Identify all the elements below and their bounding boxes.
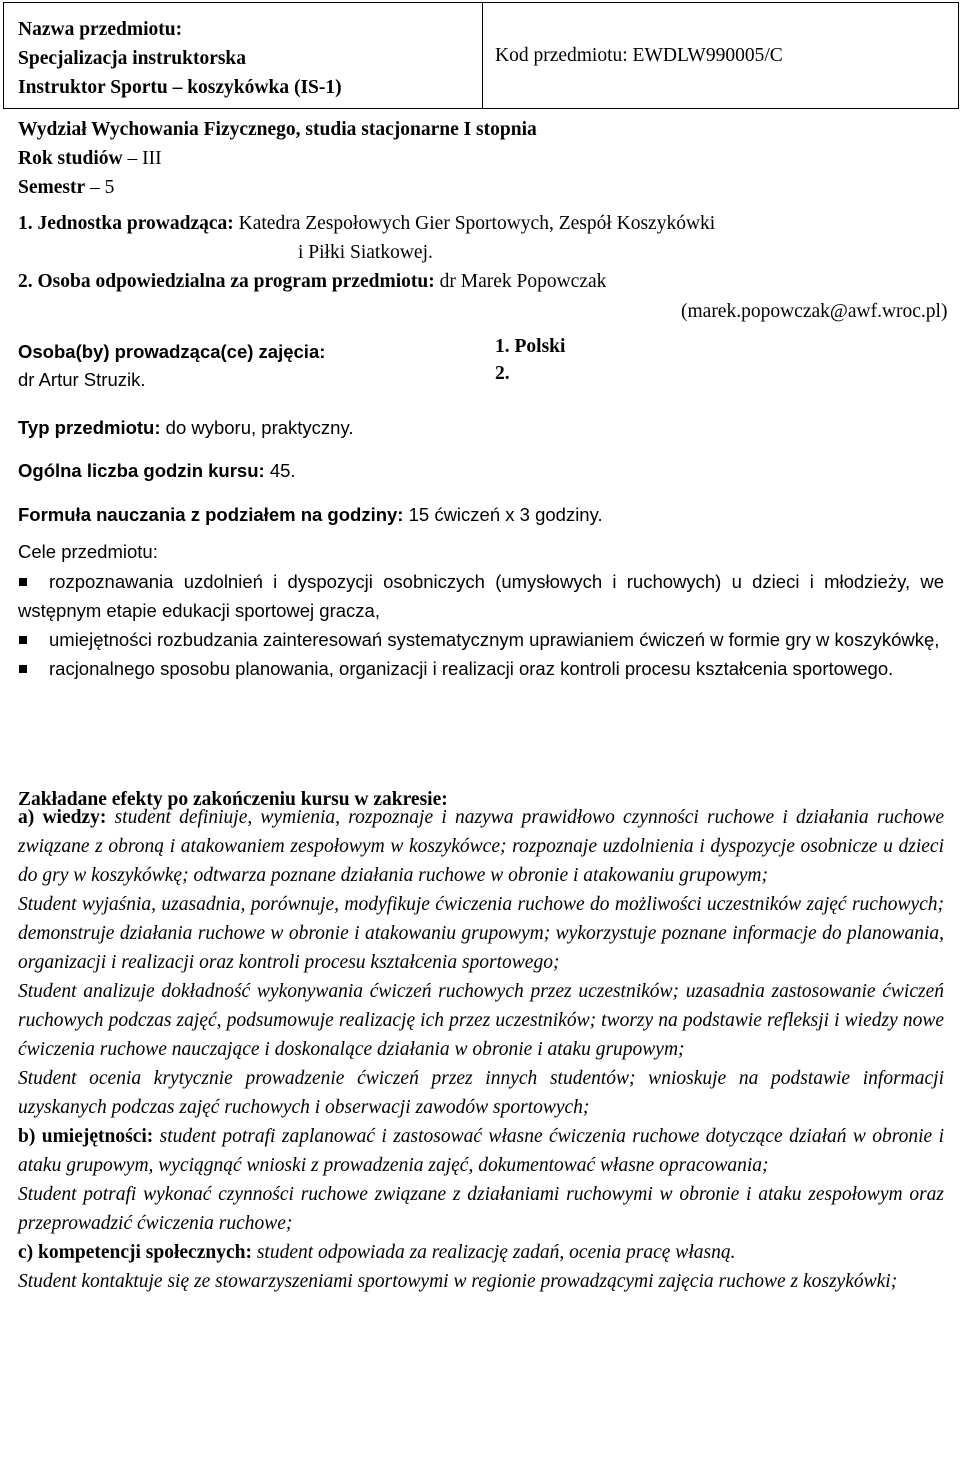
teaching-unit-value: Katedra Zespołowych Gier Sportowych, Zespół Koszykówki	[238, 213, 716, 234]
effects-paragraph-2: Student analizuje dokładność wykonywania ćwiczeń ruchowych przez uczestników; uzasadnia zastosowanie ćwiczeń ruchowych podczas zajęć, podsumowuje realizację ich przez uczestników; tworzy na podstawie refleksji i wiedzy nowe ćwiczenia ruchowe nauczające i doskonalące działania w obronie i ataku grupowym;	[18, 981, 944, 1060]
skills-label: b) umiejętności:	[18, 1126, 154, 1147]
knowledge-label: a) wiedzy:	[18, 807, 107, 828]
language-2: 2.	[495, 363, 510, 384]
effects-social	[18, 1238, 944, 1267]
teaching-formula	[18, 504, 603, 526]
course-code: Kod przedmiotu: EWDLW990005/C	[495, 45, 783, 66]
teaching-formula-label: Formuła nauczania z podziałem na godziny:	[18, 504, 404, 525]
effects-paragraph-3: Student ocenia krytycznie prowadzenie ćwiczeń przez innych studentów; wnioskuje na podstawie informacji uzyskanych podczas zajęć ruchowych i obserwacji zawodów sportowych;	[18, 1068, 944, 1118]
total-hours	[18, 460, 296, 482]
total-hours-value: 45.	[269, 460, 296, 481]
goal-item	[18, 654, 944, 683]
course-type-label: Typ przedmiotu:	[18, 417, 161, 438]
teaching-unit	[18, 213, 715, 235]
effects-paragraph-4: Student potrafi wykonać czynności ruchowe związane z działaniami ruchowymi w obronie i ataku zespołowym oraz przeprowadzić ćwiczenia ruchowe;	[18, 1184, 944, 1234]
goal-text: umiejętności rozbudzania zainteresowań systematycznym uprawianiem ćwiczeń w formie gry w koszykówkę,	[49, 629, 940, 650]
teaching-unit-label: 1. Jednostka prowadząca:	[18, 213, 234, 234]
course-header-table	[3, 2, 959, 109]
course-type	[18, 417, 353, 439]
effects-body	[18, 803, 944, 1296]
bullet-icon	[19, 578, 27, 586]
responsible-email: (marek.popowczak@awf.wroc.pl)	[681, 301, 948, 322]
course-name-line-2: Instruktor Sportu – koszykówka (IS-1)	[18, 77, 342, 98]
effects-skills	[18, 1122, 944, 1180]
semester-line	[18, 177, 114, 199]
year-value: – III	[127, 148, 162, 169]
responsible-name: dr Marek Popowczak	[439, 271, 607, 292]
header-divider	[482, 3, 483, 108]
effects-paragraph-5: Student kontaktuje się ze stowarzyszeniami sportowymi w regionie prowadzącymi zajęcia ruchowe z koszykówki;	[18, 1271, 898, 1292]
teaching-formula-value: 15 ćwiczeń x 3 godziny.	[408, 504, 603, 525]
teachers-label: Osoba(by) prowadząca(ce) zajęcia:	[18, 341, 326, 362]
effects-knowledge	[18, 803, 944, 890]
semester-value: – 5	[90, 177, 115, 198]
social-text: student odpowiada za realizację zadań, ocenia pracę własną.	[256, 1242, 736, 1263]
goals-label: Cele przedmiotu:	[18, 541, 158, 562]
knowledge-text: student definiuje, wymienia, rozpoznaje i nazywa prawidłowo czynności ruchowe i działania ruchowe związane z obroną i atakowaniem zespołowym w koszykówce; rozpoznaje uzdolnienia i dyspozycje osobnicze u dzieci do gry w koszykówkę; odtwarza poznane działania ruchowe w obronie i atakowaniu grupowym;	[18, 807, 944, 886]
course-name-label: Nazwa przedmiotu:	[18, 19, 183, 40]
year-line	[18, 148, 162, 170]
teachers-value: dr Artur Struzik.	[18, 369, 146, 390]
year-label: Rok studiów	[18, 148, 123, 169]
course-type-value: do wyboru, praktyczny.	[165, 417, 354, 438]
total-hours-label: Ogólna liczba godzin kursu:	[18, 460, 265, 481]
effects-title: Zakładane efekty po zakończeniu kursu w zakresie:	[18, 789, 448, 810]
responsible-person	[18, 271, 606, 293]
faculty-line: Wydział Wychowania Fizycznego, studia stacjonarne I stopnia	[18, 119, 537, 140]
goal-text: rozpoznawania uzdolnień i dyspozycji osobniczych (umysłowych i ruchowych) u dzieci i młodzieży, we wstępnym etapie edukacji sportowej gracza,	[18, 571, 944, 621]
goals-list	[18, 567, 944, 683]
goal-text: racjonalnego sposobu planowania, organizacji i realizacji oraz kontroli procesu kształcenia sportowego.	[49, 658, 894, 679]
goal-item	[18, 567, 944, 625]
course-name-cell	[18, 15, 342, 102]
bullet-icon	[19, 636, 27, 644]
goal-item	[18, 625, 944, 654]
language-1: 1. Polski	[495, 336, 566, 357]
skills-text: student potrafi zaplanować i zastosować własne ćwiczenia ruchowe dotyczące działań w obronie i ataku grupowym, wyciągnąć wnioski z prowadzenia zajęć, dokumentować własne opracowania;	[18, 1126, 944, 1176]
responsible-label: 2. Osoba odpowiedzialna za program przedmiotu:	[18, 271, 435, 292]
bullet-icon	[19, 665, 27, 673]
semester-label: Semestr	[18, 177, 86, 198]
course-name-line-1: Specjalizacja instruktorska	[18, 48, 247, 69]
social-label: c) kompetencji społecznych:	[18, 1242, 252, 1263]
teaching-unit-continued: i Piłki Siatkowej.	[298, 242, 433, 263]
effects-paragraph-1: Student wyjaśnia, uzasadnia, porównuje, modyfikuje ćwiczenia ruchowe do możliwości uczestników zajęć ruchowych; demonstruje działania ruchowe w obronie i atakowaniu grupowym; wykorzystuje poznane informacje do planowania, organizacji i realizacji oraz kontroli procesu kształcenia sportowego;	[18, 894, 944, 973]
